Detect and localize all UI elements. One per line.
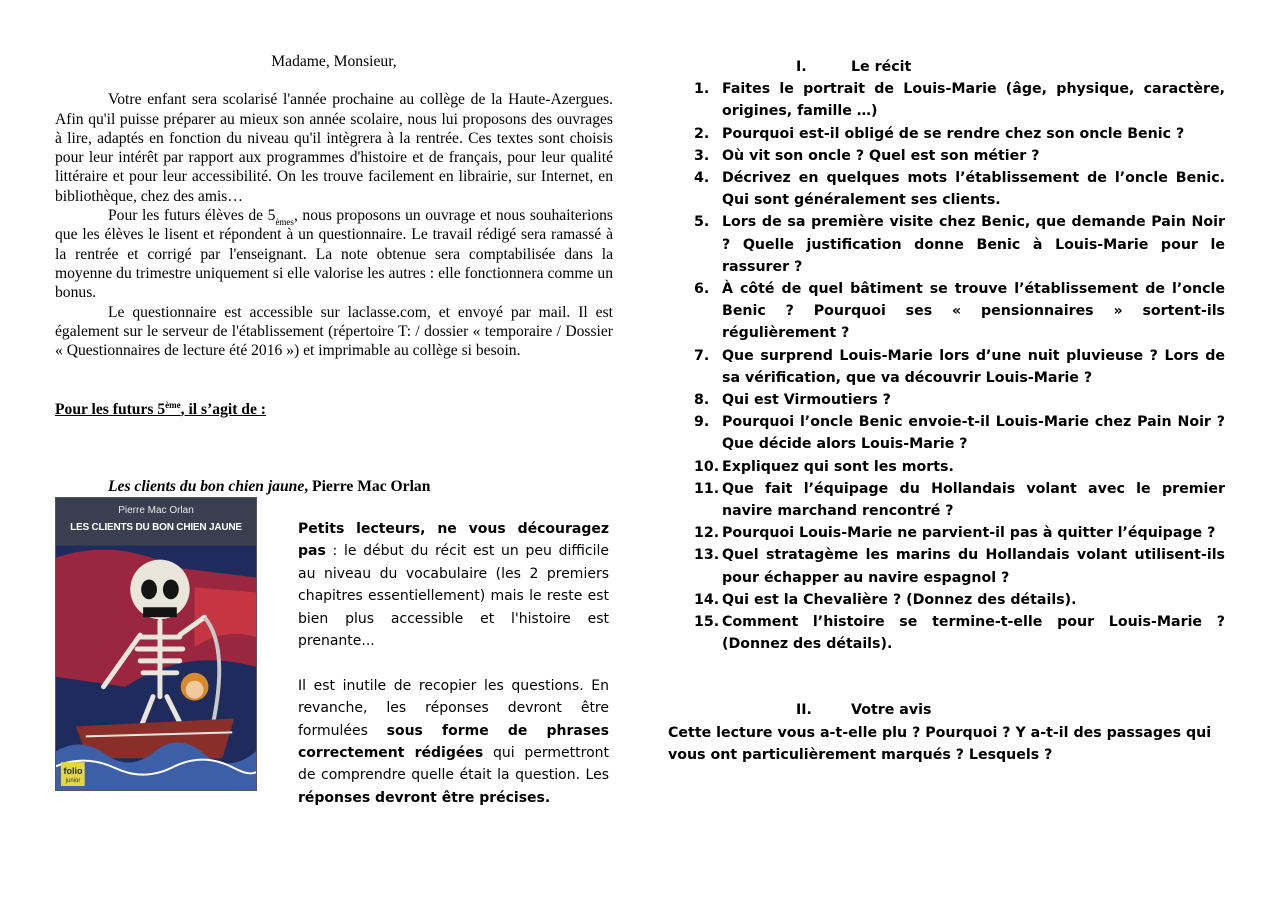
question-text: Qui est Virmoutiers ? [722,392,891,409]
question-number: 1. [694,81,710,98]
question-item [668,278,1225,345]
question-number: 8. [694,392,710,409]
question-text: Pourquoi Louis-Marie ne parvient-il pas à quitter l’équipage ? [722,525,1216,542]
letter-paragraph-2: Pour les futurs élèves de $5_{èmes}$, nous proposons un ouvrage et nous souhaiterions que les élèves le lisent et répondent à un questionnaire. Le travail rédigé sera ramassé à la rentrée et corrigé par l'enseignant. La note obtenue sera comptabilisée dans la moyenne du trimestre uniquement si elle valorise les autres : elle fonctionnera comme un bonus. [55,207,613,302]
question-item [668,522,1225,544]
letter [55,52,613,360]
questionnaire [668,56,1225,766]
section-title: Pour les futurs 5ème, il s’agit de : [55,400,266,418]
opinion-question: Cette lecture vous a-t-elle plu ? Pourquoi ? Y a-t-il des passages qui vous ont particulièrement marqués ? Lesquels ? [668,724,1212,763]
book-title: Les clients du bon chien jaune [108,478,305,495]
question-text: Quel stratagème les marins du Hollandais volant utilisent-ils pour échapper au navire espagnol ? [722,547,1225,586]
question-number: 7. [694,347,710,364]
question-item [668,411,1225,455]
book-author: , Pierre Mac Orlan [304,478,431,495]
book-cover-image [55,497,257,791]
advice-paragraph-2: Il est inutile de recopier les questions. En revanche, les réponses devront être formulées sous forme de phrases correctement rédigées qui permettront de comprendre quelle était la question. Les réponses devront être précises. [298,677,610,806]
question-item [668,123,1225,145]
reading-advice [298,518,609,809]
question-text: Lors de sa première visite chez Benic, que demande Pain Noir ? Quelle justification donne Benic à Louis-Marie pour le rassurer ? [722,214,1225,275]
question-item [668,167,1225,211]
question-number: 9. [694,414,710,431]
question-item [668,345,1225,389]
question-number: 12. [694,525,720,542]
question-number: 11. [694,480,720,497]
letter-paragraph-3: Le questionnaire est accessible sur laclasse.com, et envoyé par mail. Il est également sur le serveur de l'établissement (répertoire T: / dossier « temporaire / Dossier « Questionnaires de lecture été 2016 ») et imprimable au collège si besoin. [55,303,613,360]
question-item [668,78,1225,122]
question-number: 15. [694,614,720,631]
question-item [668,611,1225,655]
question-item [668,389,1225,411]
advice-paragraph-1: Petits lecteurs, ne vous découragez pas : le début du récit est un peu difficile au niveau du vocabulaire (les 2 premiers chapitres essentiellement) mais le reste est bien plus accessible et l'histoire est prenante... [298,521,609,650]
question-item [668,544,1225,588]
question-item [668,478,1225,522]
question-item [668,211,1225,278]
cover-author: Pierre Mac Orlan [118,505,194,516]
cover-badge: folio junior [63,766,83,784]
question-number: 13. [694,547,720,564]
question-number: 14. [694,591,720,608]
book-cover-illustration [56,498,256,790]
question-text: Qui est la Chevalière ? (Donnez des détails). [722,591,1077,608]
question-number: 5. [694,214,710,231]
question-text: Pourquoi est-il obligé de se rendre chez son oncle Benic ? [722,125,1185,142]
section-heading-avis: II. Votre avis [796,702,932,719]
question-number: 6. [694,281,710,298]
question-text: À côté de quel bâtiment se trouve l’établissement de l’oncle Benic ? Pourquoi ses « pensionnaires » sortent-ils régulièrement ? [722,281,1225,342]
question-list [668,78,1225,655]
cover-title: LES CLIENTS DU BON CHIEN JAUNE [70,522,242,533]
letter-greeting: Madame, Monsieur, [271,53,397,70]
question-text: Pourquoi l’oncle Benic envoie-t-il Louis-Marie chez Pain Noir ? Que décide alors Louis-Marie ? [722,414,1225,453]
question-text: Comment l’histoire se termine-t-elle pour Louis-Marie ? (Donnez des détails). [722,614,1225,653]
letter-paragraph-1: Votre enfant sera scolarisé l'année prochaine au collège de la Haute-Azergues. Afin qu'il puisse préparer au mieux son année scolaire, nous lui proposons des ouvrages à lire, adaptés en fonction du niveau qu'il intègrera à la rentrée. Ces textes sont choisis pour leur intérêt par rapport aux programmes d'histoire et de français, pour leur qualité littéraire et pour leur accessibilité. On les trouve facilement en librairie, sur Internet, en bibliothèque, chez des amis… [55,91,613,205]
question-text: Que fait l’équipage du Hollandais volant avec le premier navire marchand rencontré ? [722,480,1225,520]
book-caption [108,478,430,496]
section-heading-recit: I. Le récit [796,59,912,75]
question-text: Que surprend Louis-Marie lors d’une nuit pluvieuse ? Lors de sa vérification, que va découvrir Louis-Marie ? [722,347,1225,386]
question-text: Décrivez en quelques mots l’établissement de l’oncle Benic. Qui sont généralement ses clients. [722,170,1225,209]
question-number: 10. [694,458,720,475]
question-item [668,145,1225,167]
question-number: 3. [694,147,710,164]
question-item [668,589,1225,611]
question-text: Expliquez qui sont les morts. [722,458,954,475]
question-text: Où vit son oncle ? Quel est son métier ? [722,147,1040,164]
question-text: Faites le portrait de Louis-Marie (âge, physique, caractère, origines, famille …) [722,81,1225,120]
question-number: 4. [694,170,710,186]
question-number: 2. [694,125,710,142]
question-item [668,456,1225,478]
